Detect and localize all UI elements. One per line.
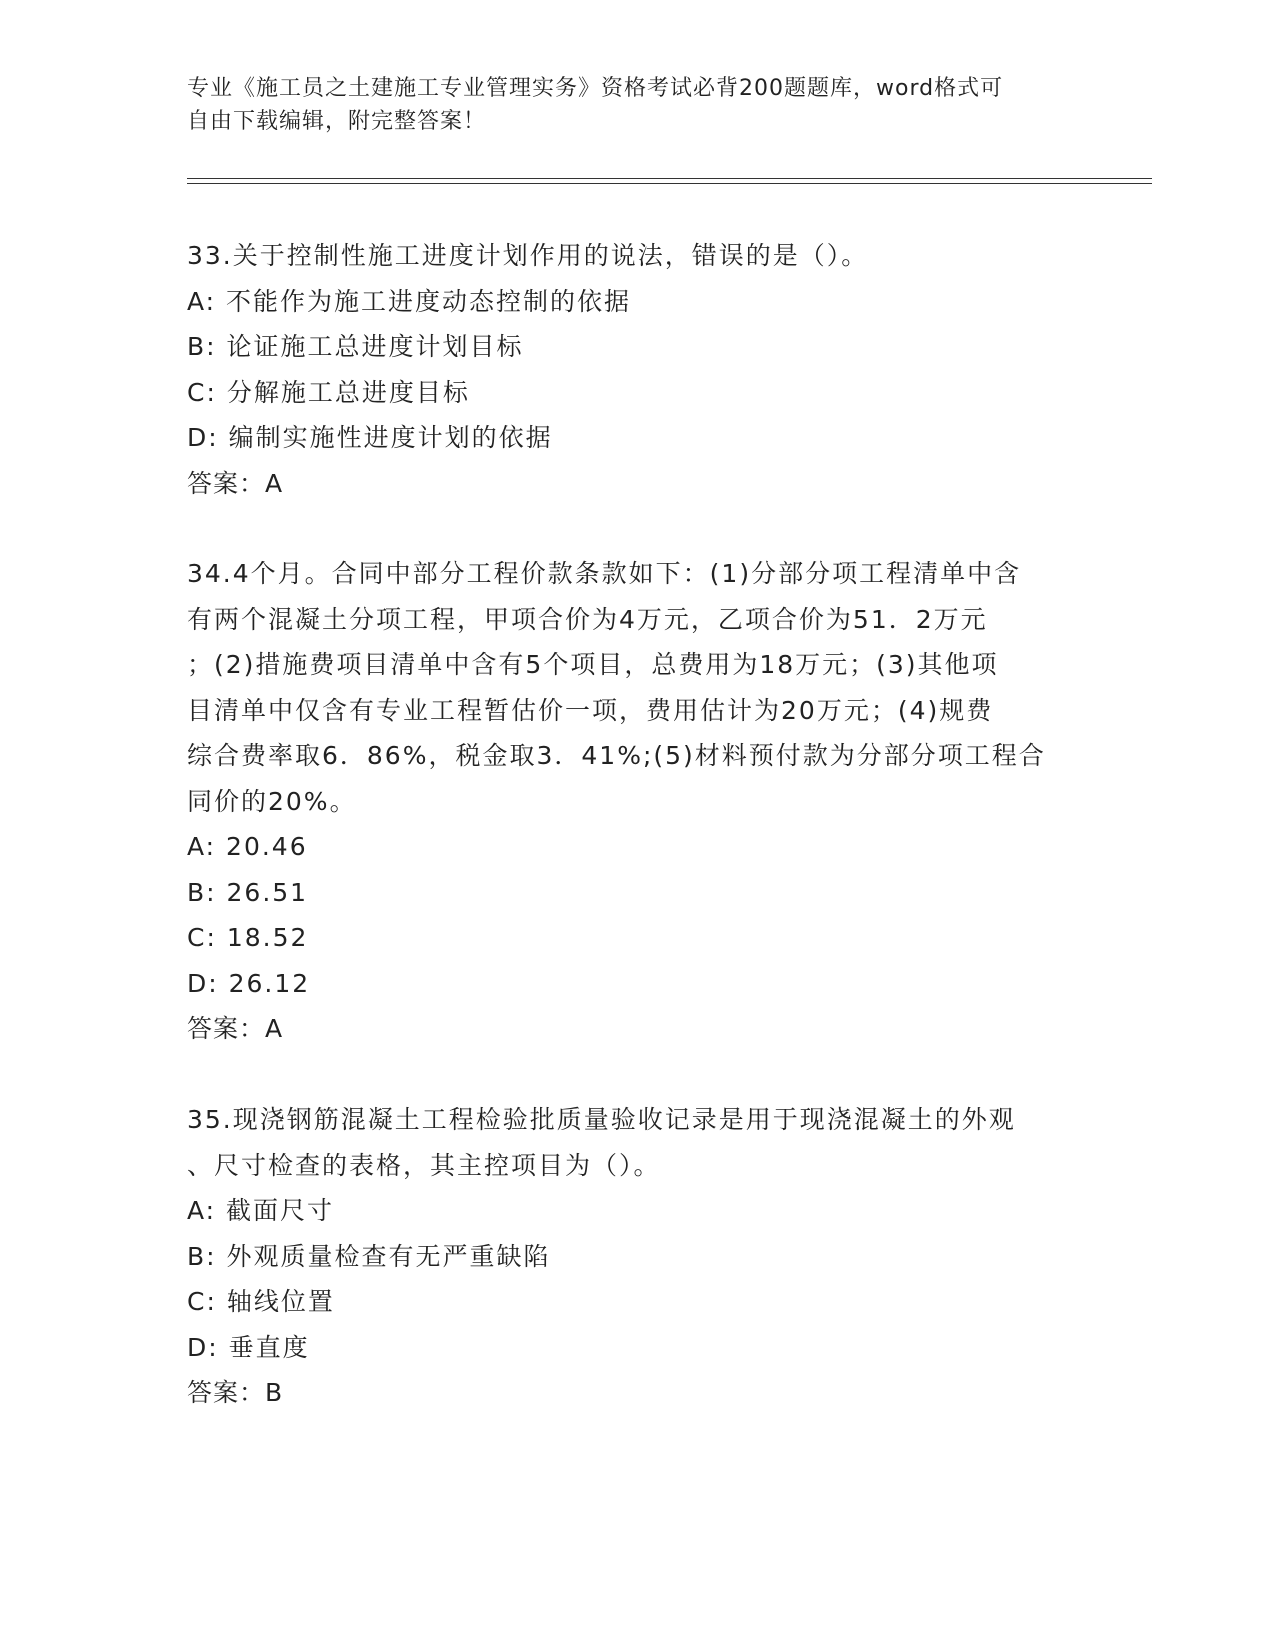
option-b: B: 外观质量检查有无严重缺陷 [187,1241,551,1271]
question-33 [187,233,1087,506]
header-line-2: 自由下载编辑，附完整答案！ [187,109,487,134]
question-stem-line: 同价的20%。 [187,786,357,816]
option-c: C: 分解施工总进度目标 [187,377,470,407]
answer-line: 答案：A [187,1014,284,1043]
option-c: C: 18.52 [187,923,309,952]
answer-line: 答案：A [187,468,284,498]
header-divider-top [187,178,1152,179]
option-d: D: 编制实施性进度计划的依据 [187,423,553,452]
option-a: A: 截面尺寸 [187,1196,335,1225]
option-b: B: 26.51 [187,877,309,907]
option-d: D: 垂直度 [187,1332,310,1362]
header-divider-bottom [187,183,1152,184]
option-d: D: 26.12 [187,968,311,998]
question-stem-line: 34.4个月。合同中部分工程价款条款如下：(1)分部分项工程清单中含 [187,559,1022,588]
question-stem-line: 35.现浇钢筋混凝土工程检验批质量验收记录是用于现浇混凝土的外观 [187,1105,1016,1134]
question-stem-line: 、尺寸检查的表格，其主控项目为（）。 [187,1150,661,1180]
question-stem-line: ；(2)措施费项目清单中含有5个项目，总费用为18万元；(3)其他项 [187,650,999,679]
question-stem-line: 有两个混凝土分项工程，甲项合价为4万元，乙项合价为51．2万元 [187,604,988,634]
option-b: B: 论证施工总进度计划目标 [187,332,524,361]
answer-line: 答案：B [187,1378,284,1407]
option-a: A: 不能作为施工进度动态控制的依据 [187,286,632,316]
option-c: C: 轴线位置 [187,1287,335,1316]
question-34 [187,551,1087,1052]
document-header [187,72,1087,138]
question-stem-line: 33.关于控制性施工进度计划作用的说法，错误的是（）。 [187,241,869,270]
header-line-1: 专业《施工员之土建施工专业管理实务》资格考试必背200题题库，word格式可 [187,76,1004,101]
question-stem-line: 目清单中仅含有专业工程暂估价一项，费用估计为20万元；(4)规费 [187,695,994,725]
question-stem-line: 综合费率取6．86%，税金取3．41%;(5)材料预付款为分部分项工程合 [187,741,1046,770]
question-35 [187,1097,1087,1416]
option-a: A: 20.46 [187,832,308,861]
